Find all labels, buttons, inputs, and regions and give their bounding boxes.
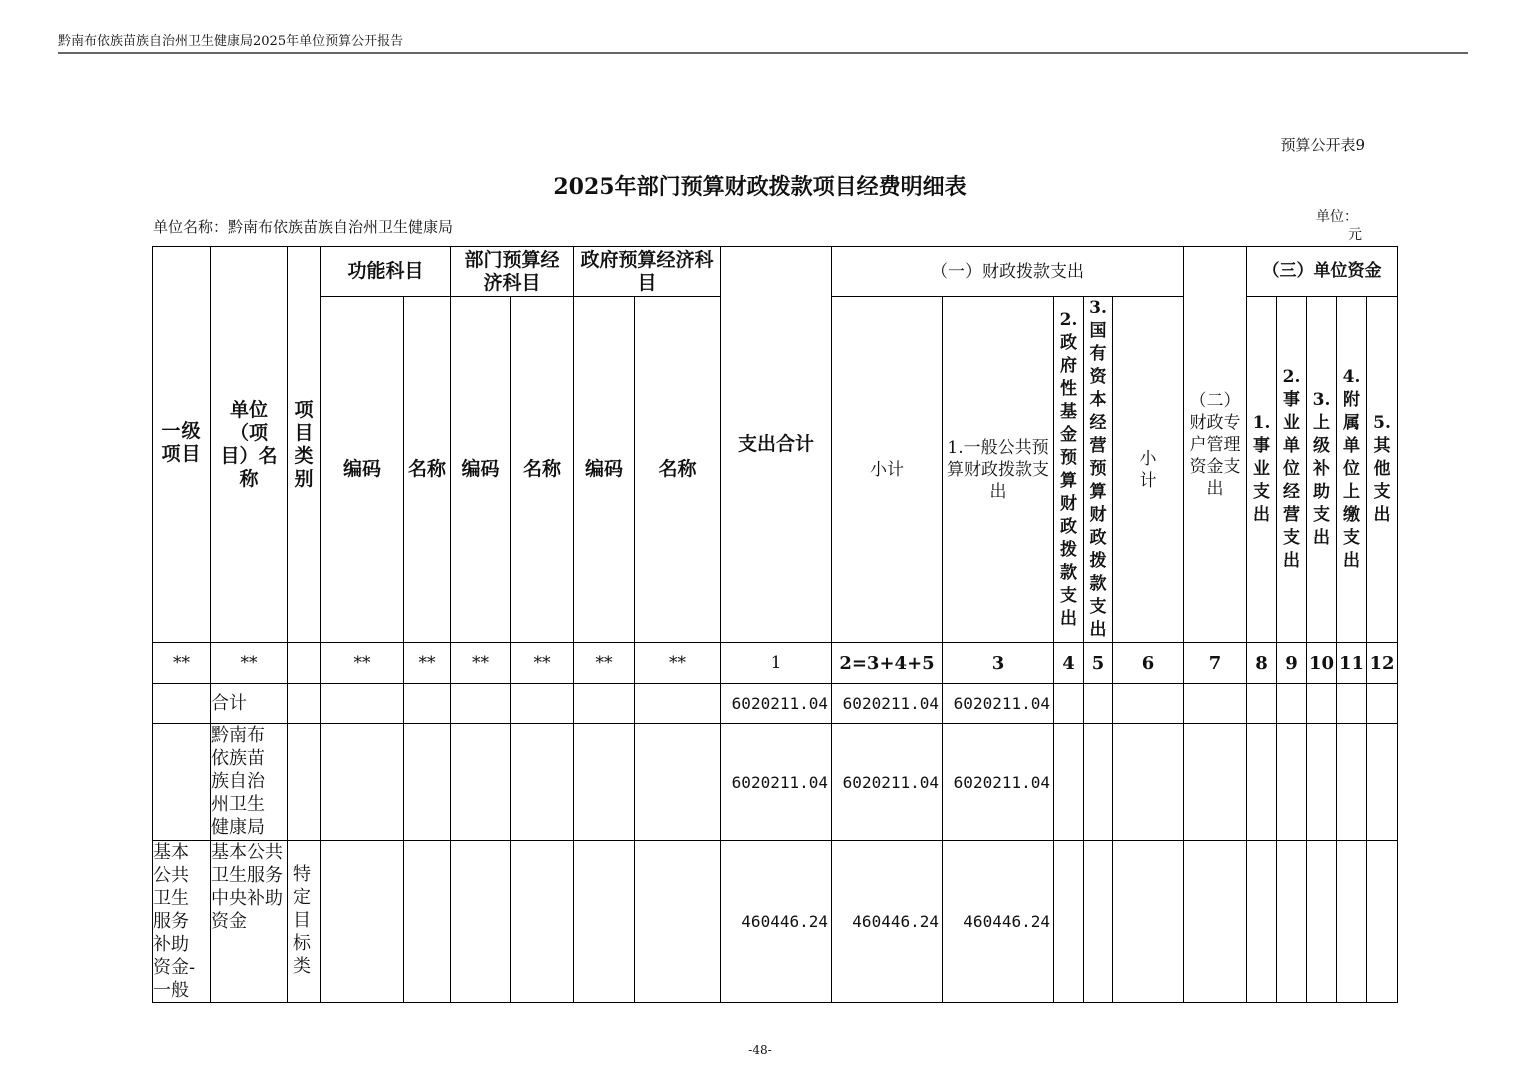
index-cell: ** (153, 643, 211, 684)
page-title: 2025年部门预算财政拨款项目经费明细表 (553, 174, 967, 200)
index-cell: ** (211, 643, 288, 684)
unit-value: 元 (1348, 227, 1362, 243)
header-u3: 3.上级补助支出 (1307, 297, 1337, 643)
cell-total: 6020211.04 (721, 684, 832, 724)
index-cell (288, 643, 321, 684)
cell-type (288, 684, 321, 724)
cell-general: 6020211.04 (943, 724, 1054, 841)
index-cell: 1 (721, 643, 832, 684)
header-state-capital: 3.国有资本经营预算财政拨款支出 (1084, 297, 1113, 643)
header-general: 1.一般公共预算财政拨款支出 (943, 297, 1054, 643)
header-u1: 1.事业支出 (1247, 297, 1277, 643)
index-cell: 6 (1113, 643, 1184, 684)
header-dept-econ: 部门预算经济科目 (451, 247, 574, 297)
header-unit-funds: （三）单位资金 (1247, 247, 1398, 297)
index-cell: ** (404, 643, 451, 684)
cell-level1: 基本公共卫生服务补助资金-一般 (153, 841, 211, 1003)
cell-name: 合计 (211, 684, 288, 724)
cell-type (288, 724, 321, 841)
index-cell: 7 (1184, 643, 1247, 684)
header-gov-fund: 2.政府性基金预算财政拨款支出 (1054, 297, 1084, 643)
header-u2: 2.事业单位经营支出 (1277, 297, 1307, 643)
header-gov-code: 编码 (574, 297, 635, 643)
header-level1: 一级项目 (153, 247, 211, 643)
page-number: -48- (748, 1043, 772, 1057)
cell-total: 6020211.04 (721, 724, 832, 841)
index-cell: ** (321, 643, 404, 684)
cell-level1 (153, 684, 211, 724)
header-func-code: 编码 (321, 297, 404, 643)
index-cell: 8 (1247, 643, 1277, 684)
cell-name: 黔南布依族苗族自治州卫生健康局 (211, 724, 288, 841)
index-cell: ** (635, 643, 721, 684)
cell-subtotal: 6020211.04 (832, 724, 943, 841)
header-u4: 4.附属单位上缴支出 (1337, 297, 1367, 643)
cell-name: 基本公共卫生服务中央补助资金 (211, 841, 288, 1003)
index-cell: 3 (943, 643, 1054, 684)
header-gov-name: 名称 (635, 297, 721, 643)
header-rule (58, 52, 1468, 54)
table-row (153, 684, 1398, 724)
index-cell: 9 (1277, 643, 1307, 684)
index-cell: 5 (1084, 643, 1113, 684)
unit-label: 单位： (1316, 209, 1358, 225)
currency-unit (1316, 208, 1368, 244)
header-fiscal: （一）财政拨款支出 (832, 247, 1184, 297)
index-row (153, 643, 1398, 684)
index-cell: ** (574, 643, 635, 684)
budget-table (152, 246, 1398, 1003)
header-func-name: 名称 (404, 297, 451, 643)
index-cell: 11 (1337, 643, 1367, 684)
table-row (153, 841, 1398, 1003)
table-number: 预算公开表9 (1280, 136, 1365, 154)
cell-subtotal: 460446.24 (832, 841, 943, 1003)
header-unit-subtotal: 小计 (1113, 297, 1184, 643)
header-total: 支出合计 (721, 247, 832, 643)
document-header: 黔南布依族苗族自治州卫生健康局2025年单位预算公开报告 (58, 34, 404, 49)
index-cell: 10 (1307, 643, 1337, 684)
unit-name: 单位名称：黔南布依族苗族自治州卫生健康局 (153, 218, 454, 236)
header-gov-econ: 政府预算经济科目 (574, 247, 721, 297)
header-dept-name: 名称 (511, 297, 574, 643)
index-cell: ** (511, 643, 574, 684)
index-cell: 12 (1367, 643, 1398, 684)
header-item-type: 项目类别 (288, 247, 321, 643)
header-u5: 5.其他支出 (1367, 297, 1398, 643)
cell-level1 (153, 724, 211, 841)
index-cell: ** (451, 643, 511, 684)
index-cell: 2=3+4+5 (832, 643, 943, 684)
cell-general: 6020211.04 (943, 684, 1054, 724)
cell-general: 460446.24 (943, 841, 1054, 1003)
table-row (153, 724, 1398, 841)
cell-subtotal: 6020211.04 (832, 684, 943, 724)
cell-type: 特定目标类 (288, 841, 321, 1003)
header-unit-item: 单位（项目）名称 (211, 247, 288, 643)
header-dept-code: 编码 (451, 297, 511, 643)
header-fiscal-subtotal: 小计 (832, 297, 943, 643)
index-cell: 4 (1054, 643, 1084, 684)
header-special: （二）财政专户管理资金支出 (1184, 247, 1247, 643)
cell-total: 460446.24 (721, 841, 832, 1003)
header-func-subject: 功能科目 (321, 247, 451, 297)
